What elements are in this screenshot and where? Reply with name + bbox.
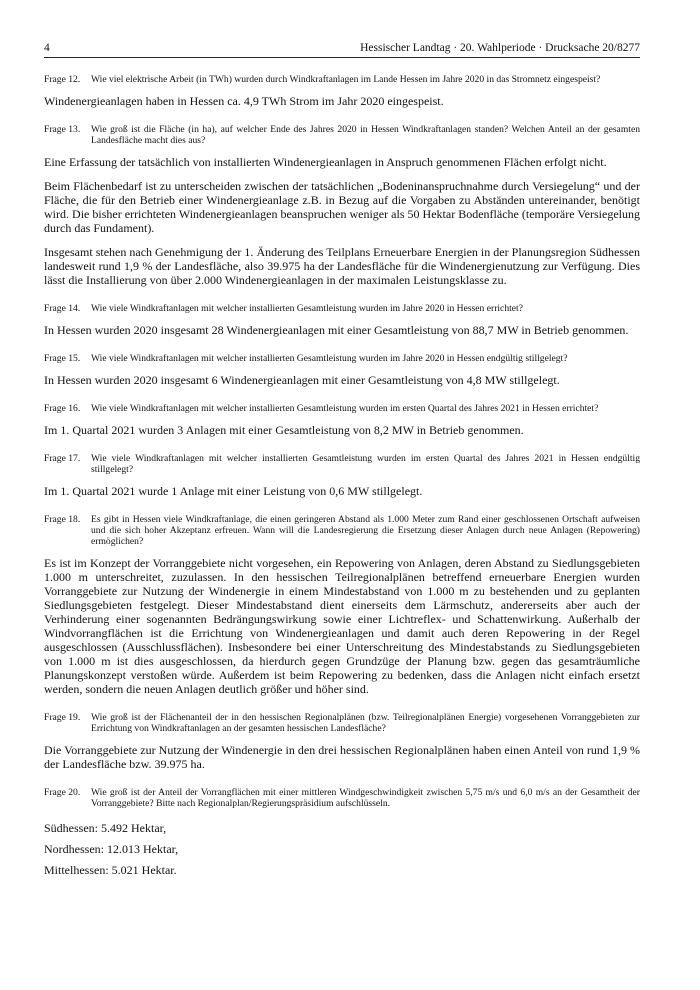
answer-block: [44, 94, 640, 108]
question-text: Wie viele Windkraftanlagen mit welcher installierten Gesamtleistung wurden im ersten Quartal des Jahres 2021 in Hessen errichtet?: [91, 403, 599, 414]
answer-paragraph: Windenergieanlagen haben in Hessen ca. 4,9 TWh Strom im Jahr 2020 eingespeist.: [44, 94, 444, 108]
answer-block: [44, 373, 640, 387]
answer-block: [44, 743, 640, 771]
region-list-item: Südhessen: 5.492 Hektar,: [44, 821, 167, 835]
question-text: Wie viele Windkraftanlagen mit welcher installierten Gesamtleistung wurden im Jahre 2020 in Hessen errichtet?: [91, 303, 523, 314]
answer-paragraph: In Hessen wurden 2020 insgesamt 28 Windenergieanlagen mit einer Gesamtleistung von 88,7 MW in Betrieb genommen.: [44, 323, 629, 337]
document-page: [44, 42, 640, 881]
question-number: Frage 17.: [44, 453, 81, 464]
region-list-item: Nordhessen: 12.013 Hektar,: [44, 842, 179, 856]
answer-paragraph: Insgesamt stehen nach Genehmigung der 1. Änderung des Teilplans Erneuerbare Energien in der Planungsregion Südhessen landesweit rund 1,9 % der Landesfläche, also 39.975 ha der Landesfläche für die Windenergienutzung zur Verfügung. Dies lässt die Installierung von über 2.000 Windenergieanlagen in der maximalen Leistungsklasse zu.: [44, 245, 640, 287]
question-number: Frage 14.: [44, 303, 81, 314]
question-block: [44, 453, 640, 475]
question-text: Wie groß ist der Flächenanteil der in den hessischen Regionalplänen (bzw. Teilregionalplänen Energie) vorgesehenen Vorranggebieten zur Errichtung von Windkraftanlagen an der gesamten hessischen Landesfläche?: [91, 712, 640, 734]
answer-paragraph: Beim Flächenbedarf ist zu unterscheiden zwischen der tatsächlichen „Bodeninanspruchnahme durch Versiegelung“ und der Fläche, die für den Betrieb einer Windenergieanlage z.B. in Bezug auf die Vorgaben zu Abständen untereinander, benötigt wird. Die bisher errichteten Windenergieanlagen beanspruchen weniger als 50 Hektar Bodenfläche (temporäre Versiegelung durch das Fundament).: [44, 179, 640, 235]
answer-paragraph: Eine Erfassung der tatsächlich von installierten Windenergieanlagen in Anspruch genommenen Flächen erfolgt nicht.: [44, 155, 607, 169]
answer-block: [44, 556, 640, 696]
question-text: Wie viele Windkraftanlagen mit welcher installierten Gesamtleistung wurden im ersten Quartal des Jahres 2021 in Hessen endgültig stillgelegt?: [91, 453, 640, 475]
header-title: Hessischer Landtag · 20. Wahlperiode · Drucksache 20/8277: [360, 42, 640, 54]
question-text: Wie viele Windkraftanlagen mit welcher installierten Gesamtleistung wurden im Jahre 2020 in Hessen endgültig stillgelegt?: [91, 353, 568, 364]
question-block: [44, 303, 640, 314]
question-number: Frage 15.: [44, 353, 81, 364]
region-list-item: Mittelhessen: 5.021 Hektar.: [44, 863, 177, 877]
question-block: [44, 74, 640, 85]
answer-paragraph: Die Vorranggebiete zur Nutzung der Windenergie in den drei hessischen Regionalplänen haben einen Anteil von rund 1,9 % der Landesfläche bzw. 39.975 ha.: [44, 743, 640, 771]
answer-paragraph: In Hessen wurden 2020 insgesamt 6 Windenergieanlagen mit einer Gesamtleistung von 4,8 MW stillgelegt.: [44, 373, 560, 387]
answer-block: [44, 155, 640, 287]
question-text: Wie groß ist die Fläche (in ha), auf welcher Ende des Jahres 2020 in Hessen Windkraftanlagen standen? Welchen Anteil an der gesamten Landesfläche macht dies aus?: [91, 124, 640, 146]
answer-paragraph: Es ist im Konzept der Vorranggebiete nicht vorgesehen, ein Repowering von Anlagen, deren Abstand zu Siedlungsgebieten 1.000 m unterschreitet, zuzulassen. In den hessischen Teilregionalplänen betreffend erneuerbare Energien wurden Vorranggebiete zur Nutzung der Windenergie in einem Mindestabstand von 1.000 m zu bestehenden und zu geplanten Siedlungsgebieten festgelegt. Dieser Mindestabstand dient einerseits dem Lärmschutz, andererseits aber auch der Verhinderung einer sogenannten Bedrängungswirkung sowie einer Lichtreflex- und Schattenwirkung. Außerhalb der Windvorrangflächen ist die Errichtung von Windenergieanlagen und damit auch deren Repowering in der Regel ausgeschlossen (Ausschlussflächen). Insbesondere bei einer Unterschreitung des Mindestabstands zu Siedlungsgebieten von 1.000 m ist dies ausgeschlossen, da hierdurch gegen Grundzüge der Planung bzw. gegen das gesamträumliche Planungskonzept verstoßen würde. Außerdem ist beim Repowering zu bedenken, dass die Anlagen nicht einfach ersetzt werden, sondern die neuen Anlagen deutlich größer und höher sind.: [44, 556, 640, 696]
document-body: [44, 74, 640, 881]
answer-block: [44, 423, 640, 437]
question-block: [44, 712, 640, 734]
question-number: Frage 20.: [44, 787, 81, 798]
question-text: Wie viel elektrische Arbeit (in TWh) wurden durch Windkraftanlagen im Lande Hessen im Jahre 2020 in das Stromnetz eingespeist?: [91, 74, 601, 85]
question-text: Wie groß ist der Anteil der Vorrangflächen mit einer mittleren Windgeschwindigkeit zwischen 5,75 m/s und 6,0 m/s an der Gesamtheit der Vorranggebiete? Bitte nach Regionalplan/Regierungspräsidium aufschlüsseln.: [91, 787, 640, 809]
question-text: Es gibt in Hessen viele Windkraftanlage, die einen geringeren Abstand als 1.000 Meter zum Rand einer geschlossenen Ortschaft aufweisen und die sich hoher Akzeptanz erfreuen. Wann will die Landesregierung die Ersetzung dieser Anlagen durch neue Anlagen (Repowering) ermöglichen?: [91, 514, 640, 547]
question-block: [44, 124, 640, 146]
page-number: 4: [44, 42, 50, 54]
question-block: [44, 353, 640, 364]
question-number: Frage 13.: [44, 124, 81, 135]
page-header: [44, 42, 640, 58]
question-number: Frage 18.: [44, 514, 81, 525]
question-block: [44, 787, 640, 809]
question-block: [44, 514, 640, 547]
answer-paragraph: Im 1. Quartal 2021 wurden 3 Anlagen mit einer Gesamtleistung von 8,2 MW in Betrieb genommen.: [44, 423, 524, 437]
question-number: Frage 19.: [44, 712, 81, 723]
region-list: [44, 818, 640, 881]
question-number: Frage 12.: [44, 74, 81, 85]
answer-block: [44, 484, 640, 498]
question-number: Frage 16.: [44, 403, 81, 414]
answer-block: [44, 323, 640, 337]
answer-paragraph: Im 1. Quartal 2021 wurde 1 Anlage mit einer Leistung von 0,6 MW stillgelegt.: [44, 484, 423, 498]
question-block: [44, 403, 640, 414]
